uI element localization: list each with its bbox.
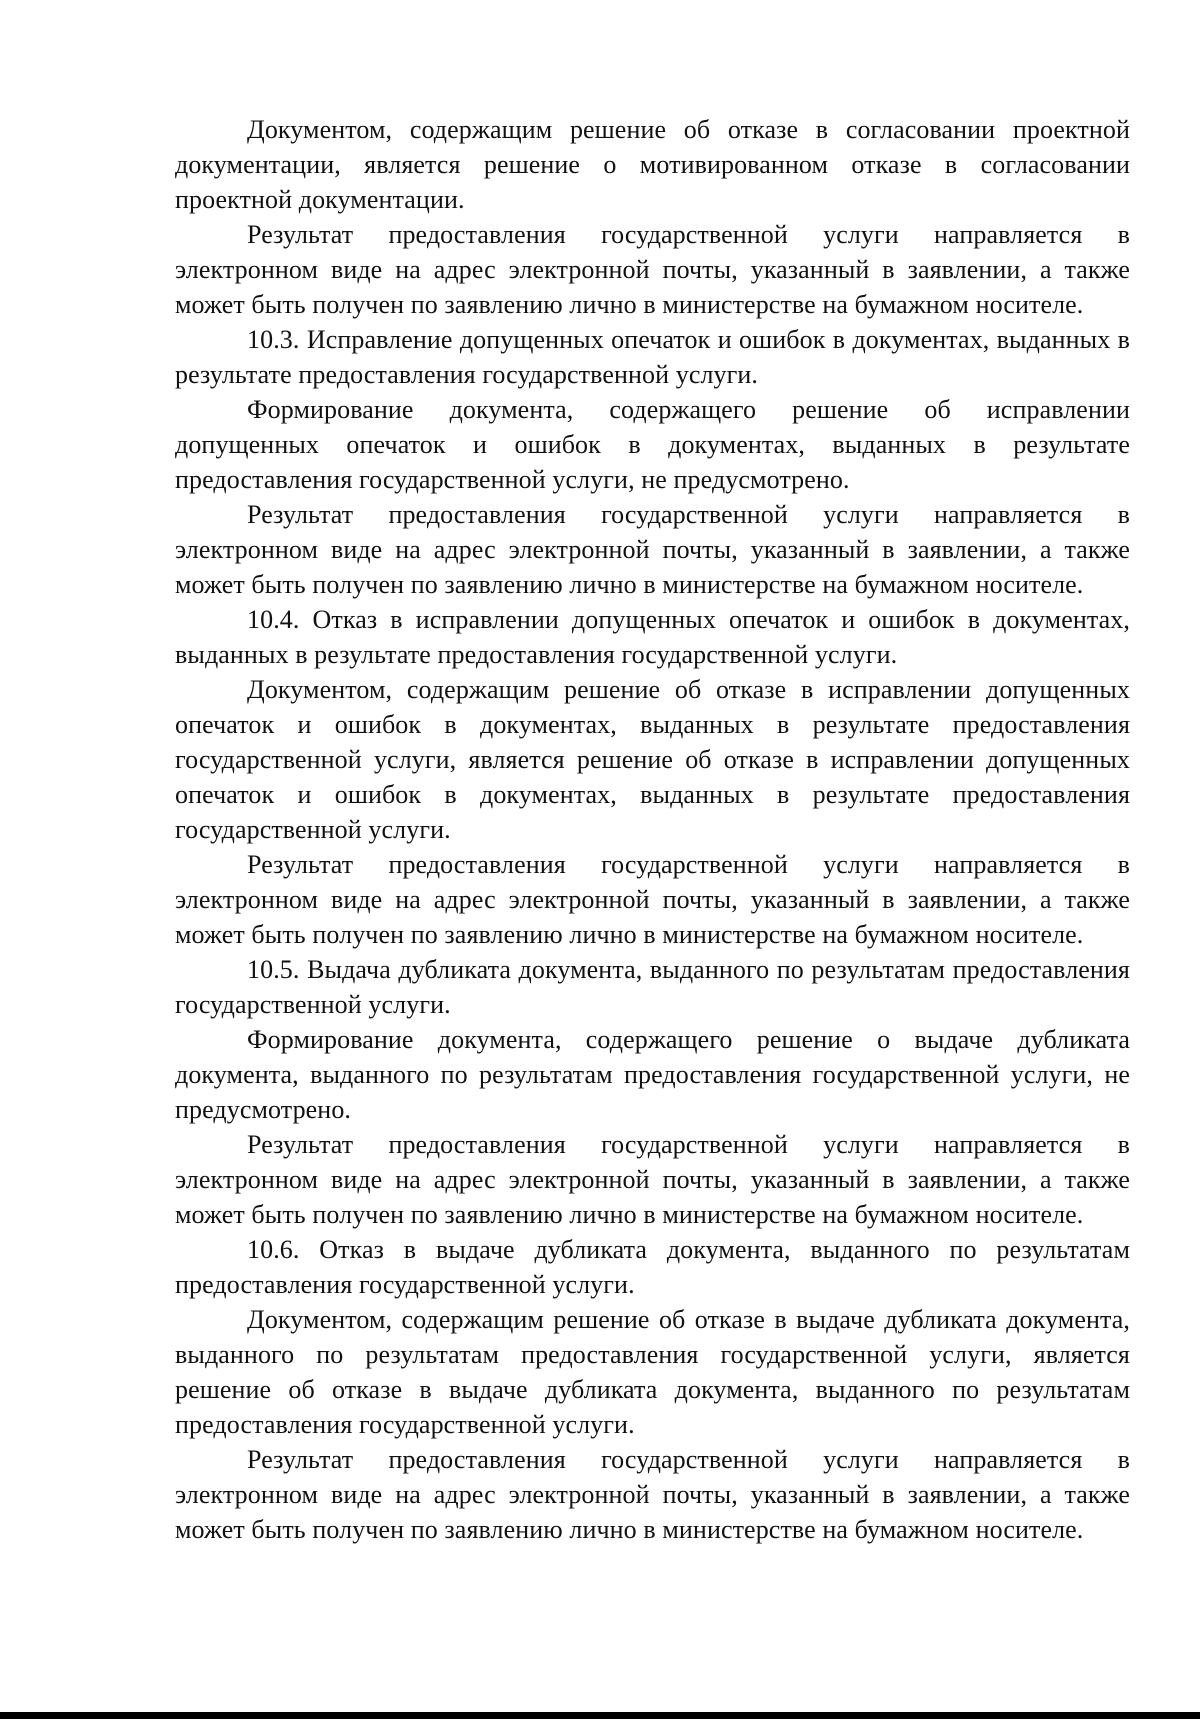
paragraph-result-delivery: Результат предоставления государственной услуги направляется в электронном виде на адрес электронной почты, указанный в заявлении, а также может быть получен по заявлению лично в министерстве на бумажном носителе. <box>175 500 1130 599</box>
paragraph-result-delivery: Результат предоставления государственной услуги направляется в электронном виде на адрес электронной почты, указанный в заявлении, а также может быть получен по заявлению лично в министерстве на бумажном носителе. <box>175 1130 1130 1229</box>
paragraph-rejection-approval: Документом, содержащим решение об отказе в согласовании проектной документации, является решение о мотивированном отказе в согласовании проектной документации. <box>175 115 1130 214</box>
paragraph-duplicate-not-provided: Формирование документа, содержащего решение о выдаче дубликата документа, выданного по результатам предоставления государственной услуги, не предусмотрено. <box>175 1025 1130 1124</box>
paragraph-result-delivery: Результат предоставления государственной услуги направляется в электронном виде на адрес электронной почты, указанный в заявлении, а также может быть получен по заявлению лично в министерстве на бумажном носителе. <box>175 1445 1130 1544</box>
paragraph-result-delivery: Результат предоставления государственной услуги направляется в электронном виде на адрес электронной почты, указанный в заявлении, а также может быть получен по заявлению лично в министерстве на бумажном носителе. <box>175 220 1130 319</box>
bottom-scan-border <box>0 1712 1200 1719</box>
section-10-3-heading: 10.3. Исправление допущенных опечаток и ошибок в документах, выданных в результате предоставления государственной услуги. <box>175 325 1130 389</box>
paragraph-result-delivery: Результат предоставления государственной услуги направляется в электронном виде на адрес электронной почты, указанный в заявлении, а также может быть получен по заявлению лично в министерстве на бумажном носителе. <box>175 850 1130 949</box>
paragraph-correction-refusal: Документом, содержащим решение об отказе в исправлении допущенных опечаток и ошибок в документах, выданных в результате предоставления государственной услуги, является решение об отказе в исправлении допущенных опечаток и ошибок в документах, выданных в результате предоставления государственной услуги. <box>175 675 1130 844</box>
document-body <box>175 112 1130 1547</box>
section-10-5-heading: 10.5. Выдача дубликата документа, выданного по результатам предоставления государственной услуги. <box>175 955 1130 1019</box>
section-10-4-heading: 10.4. Отказ в исправлении допущенных опечаток и ошибок в документах, выданных в результате предоставления государственной услуги. <box>175 605 1130 669</box>
paragraph-correction-not-provided: Формирование документа, содержащего решение об исправлении допущенных опечаток и ошибок в документах, выданных в результате предоставления государственной услуги, не предусмотрено. <box>175 395 1130 494</box>
section-10-6-heading: 10.6. Отказ в выдаче дубликата документа, выданного по результатам предоставления государственной услуги. <box>175 1235 1130 1299</box>
paragraph-duplicate-refusal: Документом, содержащим решение об отказе в выдаче дубликата документа, выданного по результатам предоставления государственной услуги, является решение об отказе в выдаче дубликата документа, выданного по результатам предоставления государственной услуги. <box>175 1305 1130 1439</box>
